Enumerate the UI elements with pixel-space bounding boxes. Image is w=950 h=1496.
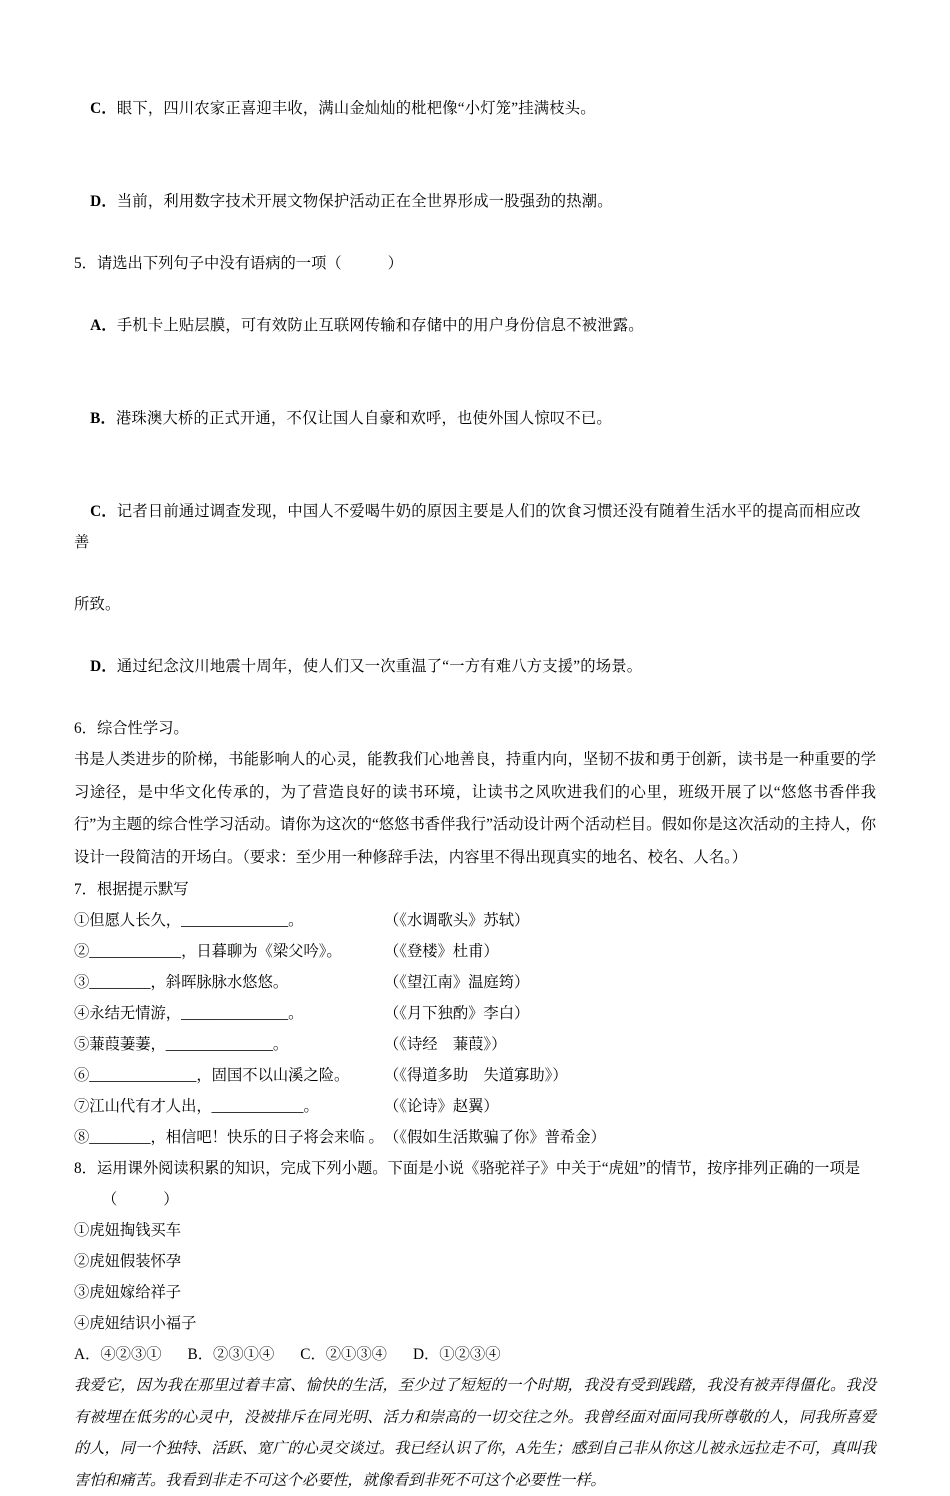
- answer-option-c: C．②①③④: [300, 1346, 387, 1363]
- question-5-option-c-continued: 所致。: [74, 596, 121, 613]
- fill-blank-source: （《得道多助 失道寡助》）: [384, 1067, 568, 1084]
- fill-blank-text: ④永结无情游，______________。: [74, 1005, 304, 1022]
- answer-option-d: D．①②③④: [412, 1346, 501, 1363]
- fill-blank-item: [74, 905, 876, 936]
- fill-blank-source: （《登楼》杜甫）: [384, 943, 499, 960]
- question-5-stem: 5．请选出下列句子中没有语病的一项（ ）: [74, 255, 403, 272]
- fill-blank-text: ⑧________，相信吧！快乐的日子将会来临 。: [74, 1129, 384, 1146]
- fill-blank-item: [74, 1122, 876, 1153]
- option-label: C．: [90, 100, 117, 117]
- question-8-item-3: ③虎妞嫁给祥子: [74, 1284, 182, 1301]
- answer-option-b: B．②③①④: [187, 1346, 275, 1363]
- question-8-stem-line2: （ ）: [102, 1191, 179, 1208]
- fill-blank-text: ②____________，日暮聊为《梁父吟》。: [74, 943, 342, 960]
- fill-blank-source: （《月下独酌》李白）: [384, 1005, 530, 1022]
- question-8-item-1: ①虎妞掏钱买车: [74, 1222, 182, 1239]
- fill-blank-source: （《论诗》赵翼）: [384, 1098, 499, 1115]
- option-label: D．: [90, 658, 117, 675]
- question-5-option-c: [74, 465, 876, 589]
- answer-option-a: A．④②③①: [74, 1346, 162, 1363]
- fill-blank-item: [74, 936, 876, 967]
- option-text: 通过纪念汶川地震十周年，使人们又一次重温了“一方有难八方支援”的场景。: [116, 658, 643, 675]
- question-8-stem: 8．运用课外阅读积累的知识，完成下列小题。下面是小说《骆驼祥子》中关于“虎妞”的情节，按序排列正确的一项是: [74, 1160, 861, 1177]
- fill-blank-source: （《水调歌头》苏轼）: [384, 912, 530, 929]
- option-text: 眼下，四川农家正喜迎丰收，满山金灿灿的枇杷像“小灯笼”挂满枝头。: [116, 100, 596, 117]
- fill-blank-item: [74, 967, 876, 998]
- question-6-stem: 6．综合性学习。: [74, 720, 189, 737]
- option-text: 手机卡上贴层膜，可有效防止互联网传输和存储中的用户身份信息不被泄露。: [116, 317, 644, 334]
- fill-blank-text: ⑥______________，固国不以山溪之险。: [74, 1067, 350, 1084]
- option-c-top: [74, 62, 876, 155]
- question-7-stem: 7．根据提示默写: [74, 881, 189, 898]
- reading-passage: 我爱它，因为我在那里过着丰富、愉快的生活，至少过了短短的一个时期，我没有受到践踏，我没有被弄得僵化。我没有被埋在低劣的心灵中，没被排斥在同光明、活力和崇高的一切交往之外。我曾经面对面同我所尊敬的人，同我所喜爱的人，同一个独特、活跃、宽广的心灵交谈过。我已经认识了你，A先生；感到自己非从你这儿被永远拉走不可，真叫我害怕和痛苦。我看到非走不可这个必要性，就像看到非死不可这个必要性一样。: [74, 1377, 876, 1489]
- fill-blank-item: [74, 1091, 876, 1122]
- option-d-top: [74, 155, 876, 248]
- option-text: 当前，利用数字技术开展文物保护活动正在全世界形成一股强劲的热潮。: [116, 193, 613, 210]
- question-6-body: 书是人类进步的阶梯，书能影响人的心灵，能教我们心地善良，持重内向，坚韧不拔和勇于创新，读书是一种重要的学习途径，是中华文化传承的，为了营造良好的读书环境，让读书之风吹进我们的心里，班级开展了以“悠悠书香伴我行”为主题的综合性学习活动。请你为这次的“悠悠书香伴我行”活动设计两个活动栏目。假如你是这次活动的主持人，你设计一段简洁的开场白。（要求：至少用一种修辞手法，内容里不得出现真实的地名、校名、人名。）: [74, 751, 876, 866]
- question-8-item-4: ④虎妞结识小福子: [74, 1315, 197, 1332]
- question-5-option-b: [74, 372, 876, 465]
- question-5-option-a: [74, 279, 876, 372]
- fill-blank-text: ⑦江山代有才人出，____________。: [74, 1098, 319, 1115]
- question-8-item-2: ②虎妞假装怀孕: [74, 1253, 182, 1270]
- fill-blank-item: [74, 998, 876, 1029]
- fill-blank-item: [74, 1060, 876, 1091]
- fill-blank-text: ①但愿人长久，______________。: [74, 912, 304, 929]
- option-label: D．: [90, 193, 117, 210]
- option-label: A．: [90, 317, 117, 334]
- question-5-option-d: [74, 620, 876, 713]
- fill-blank-text: ⑤蒹葭萋萋，______________。: [74, 1036, 289, 1053]
- fill-blank-text: ③________，斜晖脉脉水悠悠。: [74, 974, 289, 991]
- option-text: 记者日前通过调查发现，中国人不爱喝牛奶的原因主要是人们的饮食习惯还没有随着生活水平的提高而相应改善: [74, 503, 861, 551]
- fill-blank-source: （《望江南》温庭筠）: [384, 974, 530, 991]
- option-text: 港珠澳大桥的正式开通，不仅让国人自豪和欢呼，也使外国人惊叹不已。: [116, 410, 612, 427]
- option-label: B．: [90, 410, 117, 427]
- option-label: C．: [90, 503, 117, 520]
- fill-blank-item: [74, 1029, 876, 1060]
- fill-blank-source: （《诗经 蒹葭》）: [384, 1036, 507, 1053]
- fill-blank-source: （《假如生活欺骗了你》普希金）: [384, 1129, 606, 1146]
